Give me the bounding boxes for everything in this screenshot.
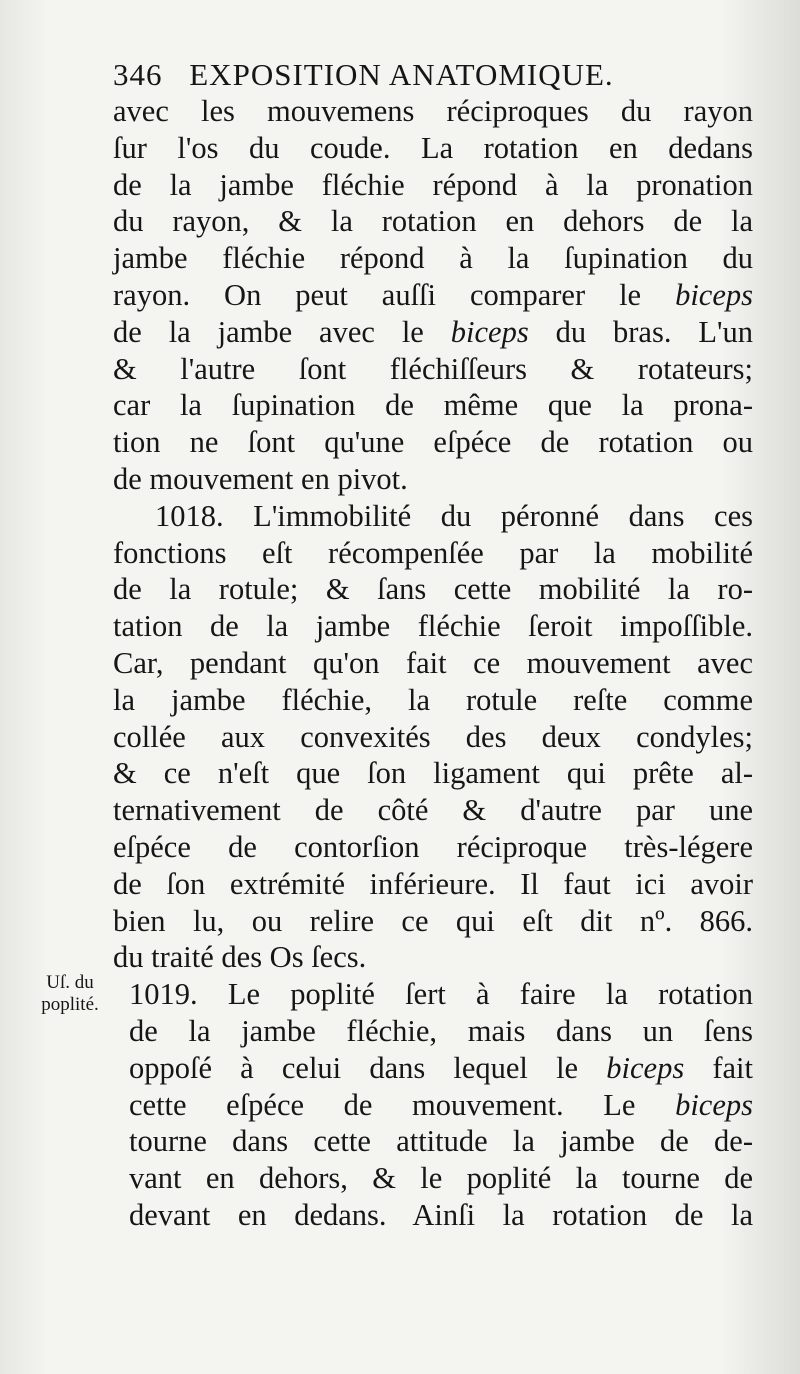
margin-note-line: Uſ. du: [46, 972, 94, 993]
running-header: [113, 55, 673, 95]
text-line: vant en dehors, & le poplité la tourne de: [129, 1161, 753, 1196]
italic-term: biceps: [675, 277, 753, 312]
text-line: tion ne ſont qu'une eſpéce de rotation ou: [113, 425, 753, 460]
text-block: [113, 93, 753, 1234]
text-line: ternativement de côté & d'autre par une: [113, 793, 753, 828]
text-line: jambe fléchie répond à la ſupination du: [113, 241, 753, 276]
paragraph-1018-start: 1018. L'immobilité du péronné dans ces: [155, 498, 753, 533]
text-line: tation de la jambe fléchie ſeroit impoſſible.: [113, 609, 753, 644]
text-line: fonctions eſt récompenſée par la mobilité: [113, 535, 753, 570]
text-line: & ce n'eſt que ſon ligament qui prête al-: [113, 756, 753, 791]
text-line: la jambe fléchie, la rotule reſte comme: [113, 682, 753, 717]
text-line: avec les mouvemens réciproques du rayon: [113, 94, 753, 128]
text-line: eſpéce de contorſion réciproque très-légere: [113, 829, 753, 864]
text-line: de la jambe fléchie, mais dans un ſens: [129, 1013, 753, 1048]
text-line: cette eſpéce de mouvement. Le biceps: [129, 1087, 753, 1122]
page-number: 346: [113, 57, 163, 92]
text-line: de la jambe avec le biceps du bras. L'un: [113, 314, 753, 349]
text-line: de mouvement en pivot.: [113, 461, 408, 496]
margin-note: [22, 972, 118, 1016]
text-line: rayon. On peut auſſi comparer le biceps: [113, 277, 753, 312]
text-line: de la rotule; & ſans cette mobilité la ro-: [113, 572, 753, 607]
text-line: ſur l'os du coude. La rotation en dedans: [113, 130, 753, 165]
text-line: du rayon, & la rotation en dehors de la: [113, 204, 753, 239]
text-line: tourne dans cette attitude la jambe de de-: [129, 1124, 753, 1159]
text-line: du traité des Os ſecs.: [113, 940, 367, 975]
text-line: devant en dedans. Ainſi la rotation de la: [129, 1197, 753, 1232]
text-line: collée aux convexités des deux condyles;: [113, 719, 753, 754]
running-title: EXPOSITION ANATOMIQUE.: [189, 57, 614, 92]
text-line: Car, pendant qu'on fait ce mouvement avec: [113, 645, 753, 680]
paragraph-1019-start: 1019. Le poplité ſert à faire la rotation: [129, 977, 753, 1012]
margin-note-line: poplité.: [41, 994, 99, 1015]
text-line: bien lu, ou relire ce qui eſt dit nº. 866.: [113, 903, 753, 938]
italic-term: biceps: [606, 1050, 685, 1085]
text-line: car la ſupination de même que la prona-: [113, 388, 753, 423]
text-line: de ſon extrémité inférieure. Il faut ici avoir: [113, 866, 753, 901]
italic-term: biceps: [450, 314, 529, 349]
text-line: de la jambe fléchie répond à la pronation: [113, 167, 753, 202]
italic-term: biceps: [675, 1087, 753, 1122]
text-line: & l'autre ſont fléchiſſeurs & rotateurs;: [113, 351, 753, 386]
text-line: oppoſé à celui dans lequel le biceps fait: [129, 1050, 753, 1085]
